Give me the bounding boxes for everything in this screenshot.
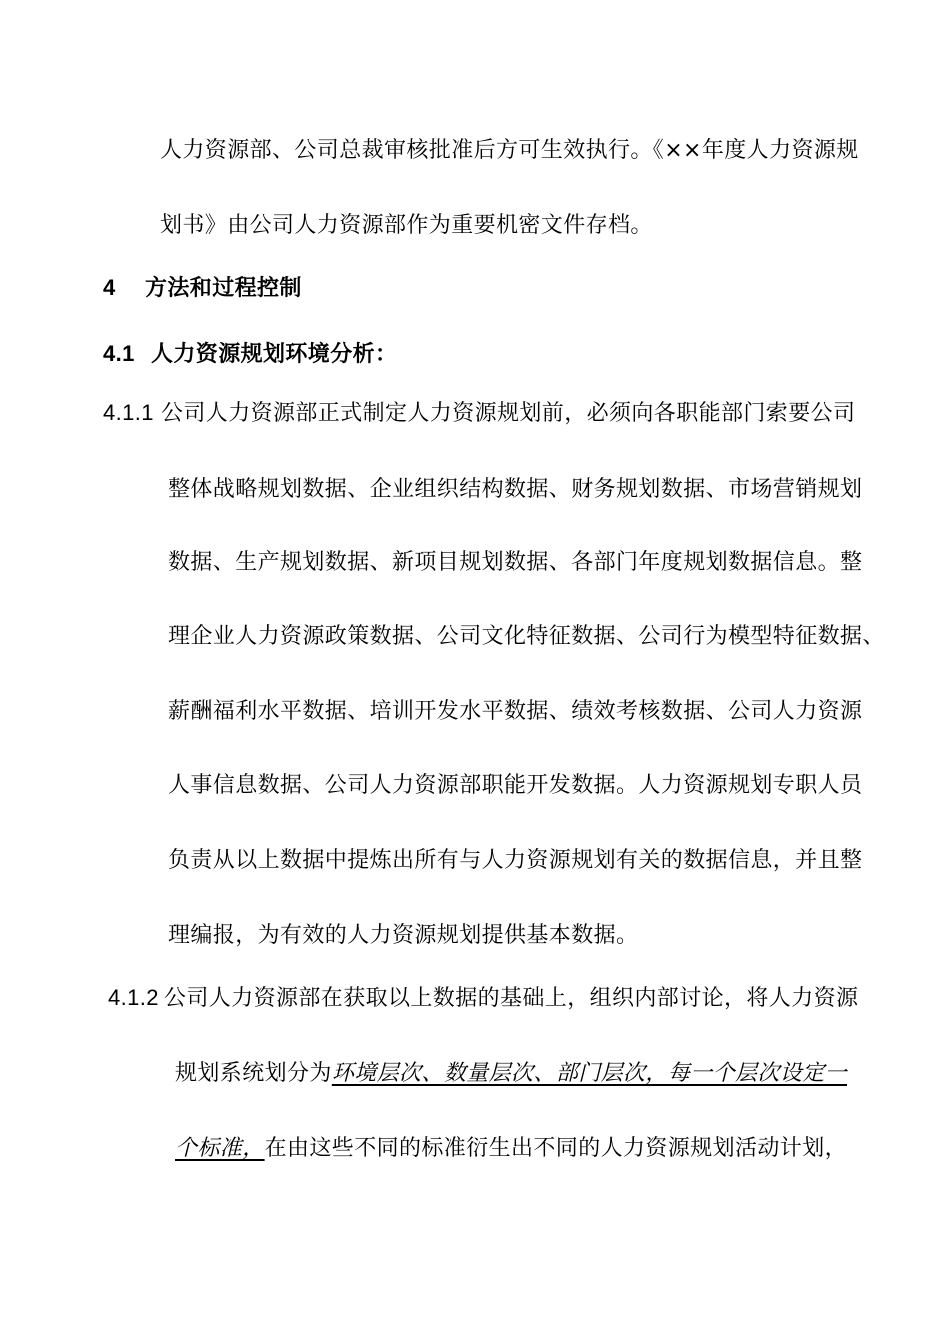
intro-line-1: 人力资源部、公司总裁审核批准后方可生效执行。《××年度人力资源规: [160, 138, 859, 163]
item-4-1-2-number: 4.1.2: [108, 985, 159, 1010]
item-4-1-1-line-1: [103, 398, 855, 429]
item-4-1-2-line-2-emphasis: 环境层次、数量层次、部门层次，每一个层次设定一: [331, 1061, 848, 1086]
item-4-1-2-line-1: [108, 983, 858, 1014]
section-4-number: 4: [103, 275, 116, 300]
item-4-1-1-number: 4.1.1: [103, 400, 154, 425]
item-4-1-1-text: 公司人力资源部正式制定人力资源规划前，必须向各职能部门索要公司: [161, 401, 856, 426]
item-4-1-2-line-2-plain: 规划系统划分为: [175, 1061, 332, 1086]
item-4-1-1-line-4: 理企业人力资源政策数据、公司文化特征数据、公司行为模型特征数据、: [168, 624, 885, 649]
item-4-1-2-line-2: [175, 1059, 847, 1089]
section-4-1-heading: [103, 339, 397, 369]
item-4-1-1-line-6: 人事信息数据、公司人力资源部职能开发数据。人力资源规划专职人员: [168, 773, 863, 798]
section-4-1-number: 4.1: [103, 341, 135, 366]
item-4-1-2-line-3-plain: 在由这些不同的标准衍生出不同的人力资源规划活动计划，: [264, 1136, 848, 1161]
item-4-1-1-line-5: 薪酬福利水平数据、培训开发水平数据、绩效考核数据、公司人力资源: [168, 699, 863, 724]
item-4-1-1-line-3: 数据、生产规划数据、新项目规划数据、各部门年度规划数据信息。整: [168, 550, 863, 575]
item-4-1-2-line-3: [175, 1134, 847, 1164]
item-4-1-1-line-8: 理编报，为有效的人力资源规划提供基本数据。: [168, 923, 639, 948]
section-4-title: 方法和过程控制: [145, 275, 302, 300]
item-4-1-1-line-7: 负责从以上数据中提炼出所有与人力资源规划有关的数据信息，并且整: [168, 848, 863, 873]
item-4-1-1-line-2: 整体战略规划数据、企业组织结构数据、财务规划数据、市场营销规划: [168, 477, 863, 502]
item-4-1-2-line-3-emphasis: 个标准，: [175, 1136, 265, 1161]
intro-line-2: 划书》由公司人力资源部作为重要机密文件存档。: [160, 213, 653, 238]
item-4-1-2-text: 公司人力资源部在获取以上数据的基础上，组织内部讨论，将人力资源: [164, 986, 859, 1011]
section-4-heading: [103, 273, 302, 303]
section-4-1-title: 人力资源规划环境分析：: [151, 341, 398, 366]
